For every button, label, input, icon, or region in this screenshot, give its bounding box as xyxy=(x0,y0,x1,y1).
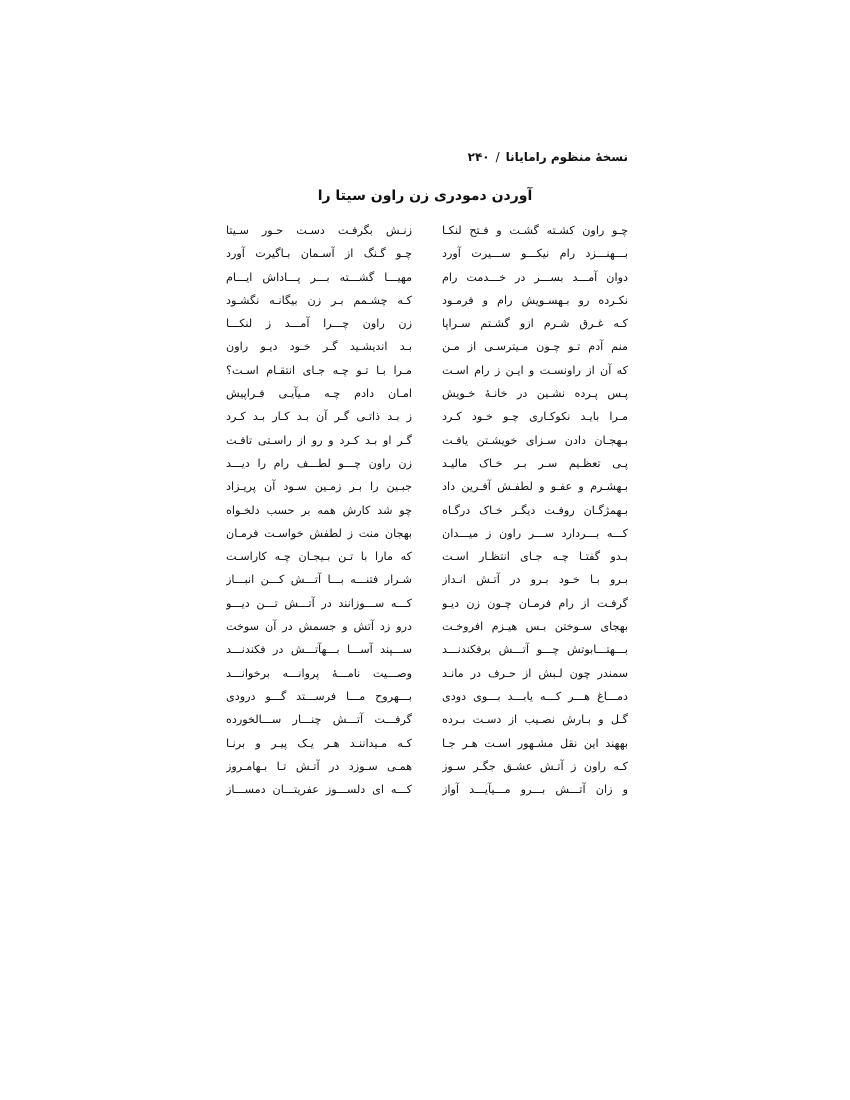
first-hemistich: بـدو گفتـا چـه جـای انتظـار اسـت xyxy=(442,550,628,564)
second-hemistich: ســـپند آســـا بـــهآتـــش در فکندنـــد xyxy=(226,643,412,657)
first-hemistich: بـــهنـــزد رام نیکـــو ســـیرت آورد xyxy=(442,247,628,261)
poem-verses xyxy=(222,222,628,804)
second-hemistich: که مارا با تـن بـیجـان چـه کاراسـت xyxy=(226,550,412,564)
first-hemistich: دمـــاغ هـــر کـــه یابـــد بـــوی دودی xyxy=(442,689,628,703)
first-hemistich: سمندر چون لـبش از حـرف در مانـد xyxy=(442,666,628,680)
first-hemistich: که آن از راونسـت و ایـن ز رام اسـت xyxy=(442,363,628,377)
first-hemistich: و زان آتـــش بـــرو مـــیآیـــد آواز xyxy=(442,783,628,797)
verse-row xyxy=(222,595,628,618)
first-hemistich: گرفـت از رام فرمـان چـون زن دیـو xyxy=(442,596,628,610)
header-separator: / xyxy=(495,150,500,164)
first-hemistich: بـــهتـــابوتش چـــو آتـــش برفکندنـــد xyxy=(442,643,628,657)
verse-row xyxy=(222,758,628,781)
verse-row xyxy=(222,315,628,338)
verse-row xyxy=(222,362,628,385)
first-hemistich: کـه غـرق شـرم ازو گشـتم سـراپا xyxy=(442,317,628,331)
second-hemistich: مهیـــا گشـــته بـــر پـــاداش ایـــام xyxy=(226,270,412,284)
first-hemistich: کـــه بـــردارد ســـر راون ز میـــدان xyxy=(442,526,628,540)
verse-row xyxy=(222,618,628,641)
second-hemistich: کـــه ای دلســـوز عفریتـــان دمســـاز xyxy=(226,783,412,797)
second-hemistich: بهجان منت ز لطفش خواسـت فرمـان xyxy=(226,526,412,540)
page-number: ۲۴۰ xyxy=(467,150,490,164)
second-hemistich: زن راون چـــرا آمـــد ز لنکـــا xyxy=(226,317,412,331)
verse-row xyxy=(222,222,628,245)
verse-row xyxy=(222,245,628,268)
verse-row xyxy=(222,665,628,688)
second-hemistich: وصـــیت نامـــهٔ پروانـــه برخوانـــد xyxy=(226,666,412,680)
second-hemistich: کـه چشـمم بـر زن بیگانـه نگشـود xyxy=(226,293,412,307)
first-hemistich: بـهشـرم و عفـو و لطفـش آفـرین داد xyxy=(442,480,628,494)
verse-row xyxy=(222,571,628,594)
verse-row xyxy=(222,711,628,734)
second-hemistich: چـو گـنگ از آسـمان بـاگیرت آورد xyxy=(226,247,412,261)
second-hemistich: زنـش بگرفـت دسـت حـور سـیتا xyxy=(226,224,412,237)
verse-row xyxy=(222,548,628,571)
first-hemistich: منم آدم تـو چـون مـیترسـی از مـن xyxy=(442,340,628,354)
second-hemistich: کـــه ســـوزانند در آتـــش تـــن دیـــو xyxy=(226,596,412,610)
second-hemistich: چو شد کارش همه بر حسب دلخـواه xyxy=(226,503,412,517)
first-hemistich: بـهمژگـان روفـت دیگـر خـاک درگـاه xyxy=(442,503,628,517)
running-header xyxy=(468,150,628,164)
second-hemistich: گـر او بـد کـرد و رو از راسـتی تافـت xyxy=(226,433,412,447)
verse-row xyxy=(222,408,628,431)
verse-row xyxy=(222,781,628,804)
second-hemistich: درو زد آتش و جسمش در آن سوخت xyxy=(226,620,412,634)
first-hemistich: بـهجـان دادن سـزای خویشـتن یافـت xyxy=(442,433,628,447)
first-hemistich: دوان آمـــد بســـر در خـــدمت رام xyxy=(442,270,628,284)
verse-row xyxy=(222,455,628,478)
second-hemistich: همـی سـوزد در آتـش تـا بـهامـروز xyxy=(226,759,412,773)
book-title: نسخهٔ منظوم رامایانا xyxy=(505,150,628,164)
second-hemistich: زن راون چـــو لطـــف رام را دیـــد xyxy=(226,456,412,470)
first-hemistich: بهجای سـوختن بـس هیـزم افروخـت xyxy=(442,620,628,634)
verse-row xyxy=(222,338,628,361)
second-hemistich: ز بـد ذاتـی گـر آن بـد کـار بـد کـرد xyxy=(226,410,412,424)
verse-row xyxy=(222,641,628,664)
second-hemistich: شـرار فتنـــه بـــا آتـــش کـــن انبـــاز xyxy=(226,573,412,587)
first-hemistich: بـرو بـا خـود بـرو در آتـش انـداز xyxy=(442,573,628,587)
verse-row xyxy=(222,292,628,315)
second-hemistich: جبـین را بـر زمـین سـود آن پریـزاد xyxy=(226,480,412,494)
first-hemistich: بههند این نقل مشـهور اسـت هـر جـا xyxy=(442,736,628,750)
first-hemistich: پـس پـرده نشـین در خانـهٔ خـویش xyxy=(442,387,628,401)
first-hemistich: مـرا بایـد نکوکـاری چـو خـود کـرد xyxy=(442,410,628,424)
first-hemistich: پـی تعظـیم سـر بـر خـاک مالیـد xyxy=(442,456,628,470)
verse-row xyxy=(222,735,628,758)
verse-row xyxy=(222,478,628,501)
first-hemistich: کـه راون ز آتـش عشـق جگـر سـوز xyxy=(442,759,628,773)
poem-title: آوردن دمودری زن راون سیتا را xyxy=(317,188,533,204)
second-hemistich: کـه مـیداننـد هـر یـک پیـر و برنـا xyxy=(226,736,412,750)
first-hemistich: چـو راون کشـته گشـت و فـتح لنکـا xyxy=(442,224,628,237)
verse-row xyxy=(222,688,628,711)
verse-row xyxy=(222,269,628,292)
verse-row xyxy=(222,502,628,525)
second-hemistich: امـان دادم چـه مـیآیـی فـراپیش xyxy=(226,387,412,401)
second-hemistich: بـــهروح مـــا فرســـتد گـــو درودی xyxy=(226,689,412,703)
verse-row xyxy=(222,432,628,455)
second-hemistich: بـد اندیشـید گـر خـود دیـو راون xyxy=(226,340,412,354)
second-hemistich: گرفـــت آتـــش چنـــار ســـالخورده xyxy=(226,713,412,727)
verse-row xyxy=(222,525,628,548)
first-hemistich: گـل و بـارش نصـیب از دسـت بـرده xyxy=(442,713,628,727)
first-hemistich: نکـرده رو بـهسـویش رام و فرمـود xyxy=(442,293,628,307)
verse-row xyxy=(222,385,628,408)
second-hemistich: مـرا بـا تـو چـه جـای انتقـام اسـت؟ xyxy=(226,363,412,377)
